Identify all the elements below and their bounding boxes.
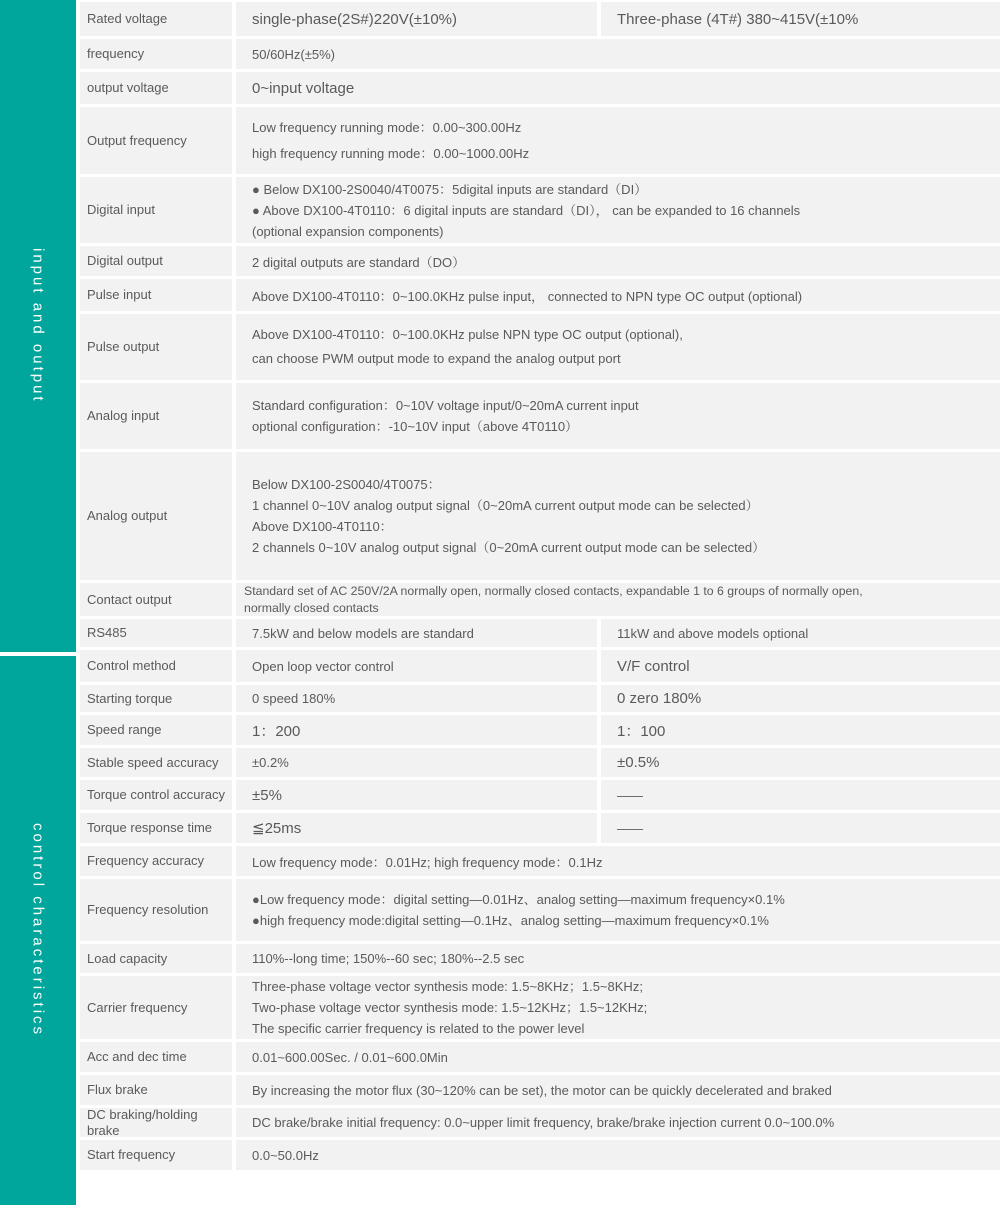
table-row	[80, 1108, 1000, 1137]
table-row	[80, 813, 1000, 843]
spec-value	[236, 1108, 1000, 1137]
sidebar-section-control-characteristics	[0, 656, 76, 1205]
row-label	[80, 879, 232, 941]
row-label-text: Acc and dec time	[87, 1049, 187, 1064]
spec-value	[236, 107, 1000, 174]
row-label-text: output voltage	[87, 80, 169, 95]
spec-value-line: 50/60Hz(±5%)	[252, 46, 336, 62]
spec-value	[236, 177, 1000, 243]
row-label	[80, 2, 232, 36]
spec-value-line: Three-phase voltage vector synthesis mode: 1.5~8KHz；1.5~8KHz;	[252, 979, 643, 994]
spec-value	[236, 715, 597, 745]
row-label	[80, 846, 232, 876]
row-label-text: Speed range	[87, 722, 162, 737]
row-label-text: RS485	[87, 625, 127, 640]
spec-value-line: By increasing the motor flux (30~120% can be set), the motor can be quickly decelerated and braked	[252, 1082, 832, 1098]
row-label-text: Flux brake	[87, 1082, 148, 1097]
spec-value	[236, 685, 597, 712]
table-row	[80, 715, 1000, 745]
spec-value	[236, 452, 1000, 580]
row-label-text: Pulse output	[87, 339, 160, 354]
table-row	[80, 1140, 1000, 1170]
spec-value	[236, 813, 597, 843]
spec-value	[236, 72, 1000, 104]
table-row	[80, 314, 1000, 380]
table-row	[80, 452, 1000, 580]
spec-value-line: 7.5kW and below models are standard	[252, 625, 474, 641]
spec-value-line: Below DX100-2S0040/4T0075：	[252, 477, 441, 492]
spec-value	[236, 650, 597, 682]
spec-value-line: ——	[617, 787, 643, 803]
row-label-text: Analog input	[87, 408, 160, 423]
table-row	[80, 780, 1000, 810]
spec-value-line: ±5%	[252, 786, 282, 804]
sidebar-label-control-characteristics: control characteristics	[29, 823, 47, 1038]
row-label-text: Frequency resolution	[87, 902, 209, 917]
spec-value-line: ±0.2%	[252, 755, 289, 770]
table-row	[80, 619, 1000, 647]
spec-value-line: ——	[617, 820, 643, 836]
table-row	[80, 879, 1000, 941]
row-label	[80, 1108, 232, 1137]
spec-value	[236, 780, 597, 810]
row-label	[80, 976, 232, 1039]
spec-value	[601, 780, 1000, 810]
spec-value	[601, 650, 1000, 682]
spec-value	[236, 383, 1000, 449]
table-row	[80, 685, 1000, 712]
row-label-text: Frequency accuracy	[87, 853, 205, 868]
spec-value	[236, 1140, 1000, 1170]
row-label	[80, 72, 232, 104]
spec-table	[80, 2, 1000, 1173]
spec-value-line: Above DX100-4T0110：0~100.0KHz pulse NPN type OC output (optional),	[252, 327, 683, 342]
spec-value-line: Low frequency running mode：0.00~300.00Hz	[252, 119, 522, 135]
row-label	[80, 1140, 232, 1170]
row-label	[80, 107, 232, 174]
spec-value-line: ≦25ms	[252, 820, 302, 837]
row-label	[80, 246, 232, 276]
row-label-line: DC braking/holding	[87, 1106, 198, 1122]
spec-value-line: Standard configuration：0~10V voltage input/0~20mA current input	[252, 398, 639, 413]
spec-value-line: ●high frequency mode:digital setting—0.1Hz、analog setting—maximum frequency×0.1%	[252, 913, 769, 928]
table-row	[80, 944, 1000, 973]
table-row	[80, 1075, 1000, 1105]
spec-value-line: 0 zero 180%	[617, 690, 702, 707]
spec-value-line: normally closed contacts	[244, 600, 379, 615]
spec-value	[236, 39, 1000, 69]
row-label-text: Output frequency	[87, 132, 187, 148]
row-label-text: Load capacity	[87, 950, 168, 966]
spec-value-line: The specific carrier frequency is related to the power level	[252, 1021, 585, 1036]
table-row	[80, 748, 1000, 777]
spec-value	[236, 619, 597, 647]
row-label-text: Carrier frequency	[87, 999, 188, 1015]
spec-value-line: ●Low frequency mode：digital setting—0.01Hz、analog setting—maximum frequency×0.1%	[252, 892, 785, 907]
spec-value-line: 110%--long time; 150%--60 sec; 180%--2.5 sec	[252, 951, 525, 966]
table-row	[80, 279, 1000, 311]
table-row	[80, 383, 1000, 449]
spec-value-line: 0~input voltage	[252, 79, 355, 97]
spec-value	[236, 1075, 1000, 1105]
table-row	[80, 107, 1000, 174]
row-label-text: Torque response time	[87, 820, 213, 835]
row-label	[80, 314, 232, 380]
spec-value-line: Low frequency mode：0.01Hz; high frequency mode：0.1Hz	[252, 854, 603, 870]
spec-value	[601, 619, 1000, 647]
row-label-line: brake	[87, 1122, 120, 1138]
table-row	[80, 650, 1000, 682]
spec-value	[236, 846, 1000, 876]
row-label	[80, 780, 232, 810]
spec-value-line: 0 speed 180%	[252, 691, 336, 706]
spec-value-line: ● Below DX100-2S0040/4T0075：5digital inputs are standard（DI）	[252, 181, 648, 197]
spec-value-line: (optional expansion components)	[252, 223, 444, 239]
table-row	[80, 39, 1000, 69]
spec-value	[601, 2, 1000, 36]
spec-value-line: ±0.5%	[617, 754, 660, 771]
row-label	[80, 383, 232, 449]
spec-value-line: DC brake/brake initial frequency: 0.0~upper limit frequency, brake/brake injection current 0.0~100.0%	[252, 1115, 835, 1130]
row-label	[80, 619, 232, 647]
spec-value	[236, 976, 1000, 1039]
row-label-text: Starting torque	[87, 690, 173, 706]
sidebar-label-input-output: input and output	[29, 248, 47, 404]
spec-value-line: 2 channels 0~10V analog output signal（0~20mA current output mode can be selected）	[252, 540, 766, 555]
row-label	[80, 177, 232, 243]
table-row	[80, 72, 1000, 104]
row-label	[80, 279, 232, 311]
spec-value	[601, 685, 1000, 712]
row-label-text: Stable speed accuracy	[87, 754, 219, 770]
row-label-text: Start frequency	[87, 1147, 176, 1162]
row-label	[80, 39, 232, 69]
spec-value-line: high frequency running mode：0.00~1000.00Hz	[252, 145, 530, 161]
row-label	[80, 944, 232, 973]
spec-value-line: 0.0~50.0Hz	[252, 1147, 319, 1163]
row-label	[80, 813, 232, 843]
spec-value	[601, 813, 1000, 843]
row-label-text: Digital output	[87, 253, 163, 268]
row-label	[80, 685, 232, 712]
table-row	[80, 976, 1000, 1039]
spec-value	[236, 879, 1000, 941]
spec-value-line: Above DX100-4T0110：	[252, 519, 393, 534]
spec-value	[601, 715, 1000, 745]
row-label	[80, 650, 232, 682]
row-label-text: Control method	[87, 658, 176, 673]
row-label-text: Rated voltage	[87, 11, 168, 26]
spec-value-line: Three-phase (4T#) 380~415V(±10%	[617, 10, 859, 28]
spec-value	[236, 246, 1000, 276]
table-row	[80, 246, 1000, 276]
row-label	[80, 715, 232, 745]
spec-value-line: can choose PWM output mode to expand the analog output port	[252, 351, 621, 366]
row-label	[80, 452, 232, 580]
spec-value-line: Standard set of AC 250V/2A normally open, normally closed contacts, expandable 1 to 6 groups of normally open,	[244, 583, 863, 598]
row-label	[80, 748, 232, 777]
spec-value-line: Two-phase voltage vector synthesis mode: 1.5~12KHz；1.5~12KHz;	[252, 1000, 648, 1015]
spec-value	[236, 1042, 1000, 1072]
table-row	[80, 846, 1000, 876]
row-label-text: Digital input	[87, 202, 155, 217]
table-row	[80, 1042, 1000, 1072]
row-label	[80, 1042, 232, 1072]
row-label-text: Pulse input	[87, 287, 152, 302]
spec-value-line: optional configuration：-10~10V input（above 4T0110）	[252, 419, 579, 434]
spec-value-line: 1 channel 0~10V analog output signal（0~20mA current output mode can be selected）	[252, 498, 759, 513]
spec-value-line: V/F control	[617, 657, 690, 675]
spec-value-line: 2 digital outputs are standard（DO）	[252, 254, 466, 270]
row-label	[80, 1075, 232, 1105]
row-label-text: Torque control accuracy	[87, 787, 226, 802]
table-row	[80, 583, 1000, 616]
spec-value	[236, 944, 1000, 973]
spec-value-line: Above DX100-4T0110：0~100.0KHz pulse input， connected to NPN type OC output (optional)	[252, 288, 803, 304]
spec-value	[601, 748, 1000, 777]
table-row	[80, 2, 1000, 36]
row-label-text: Contact output	[87, 591, 172, 607]
spec-value	[236, 279, 1000, 311]
row-label-text: frequency	[87, 46, 145, 61]
spec-value-line: 1：200	[252, 722, 301, 740]
spec-value-line: single-phase(2S#)220V(±10%)	[252, 10, 458, 28]
row-label	[80, 583, 232, 616]
spec-value	[236, 2, 597, 36]
spec-value-line: 0.01~600.00Sec. / 0.01~600.0Min	[252, 1049, 448, 1065]
spec-value-line: 1：100	[617, 722, 666, 740]
spec-value	[236, 583, 1000, 616]
table-row	[80, 177, 1000, 243]
spec-value	[236, 748, 597, 777]
row-label-text: Analog output	[87, 508, 168, 523]
spec-value-line: Open loop vector control	[252, 658, 394, 674]
spec-value	[236, 314, 1000, 380]
sidebar-section-input-output	[0, 0, 76, 652]
spec-value-line: ● Above DX100-4T0110：6 digital inputs are standard（DI）， can be expanded to 16 channels	[252, 202, 801, 218]
spec-value-line: 11kW and above models optional	[617, 625, 809, 641]
